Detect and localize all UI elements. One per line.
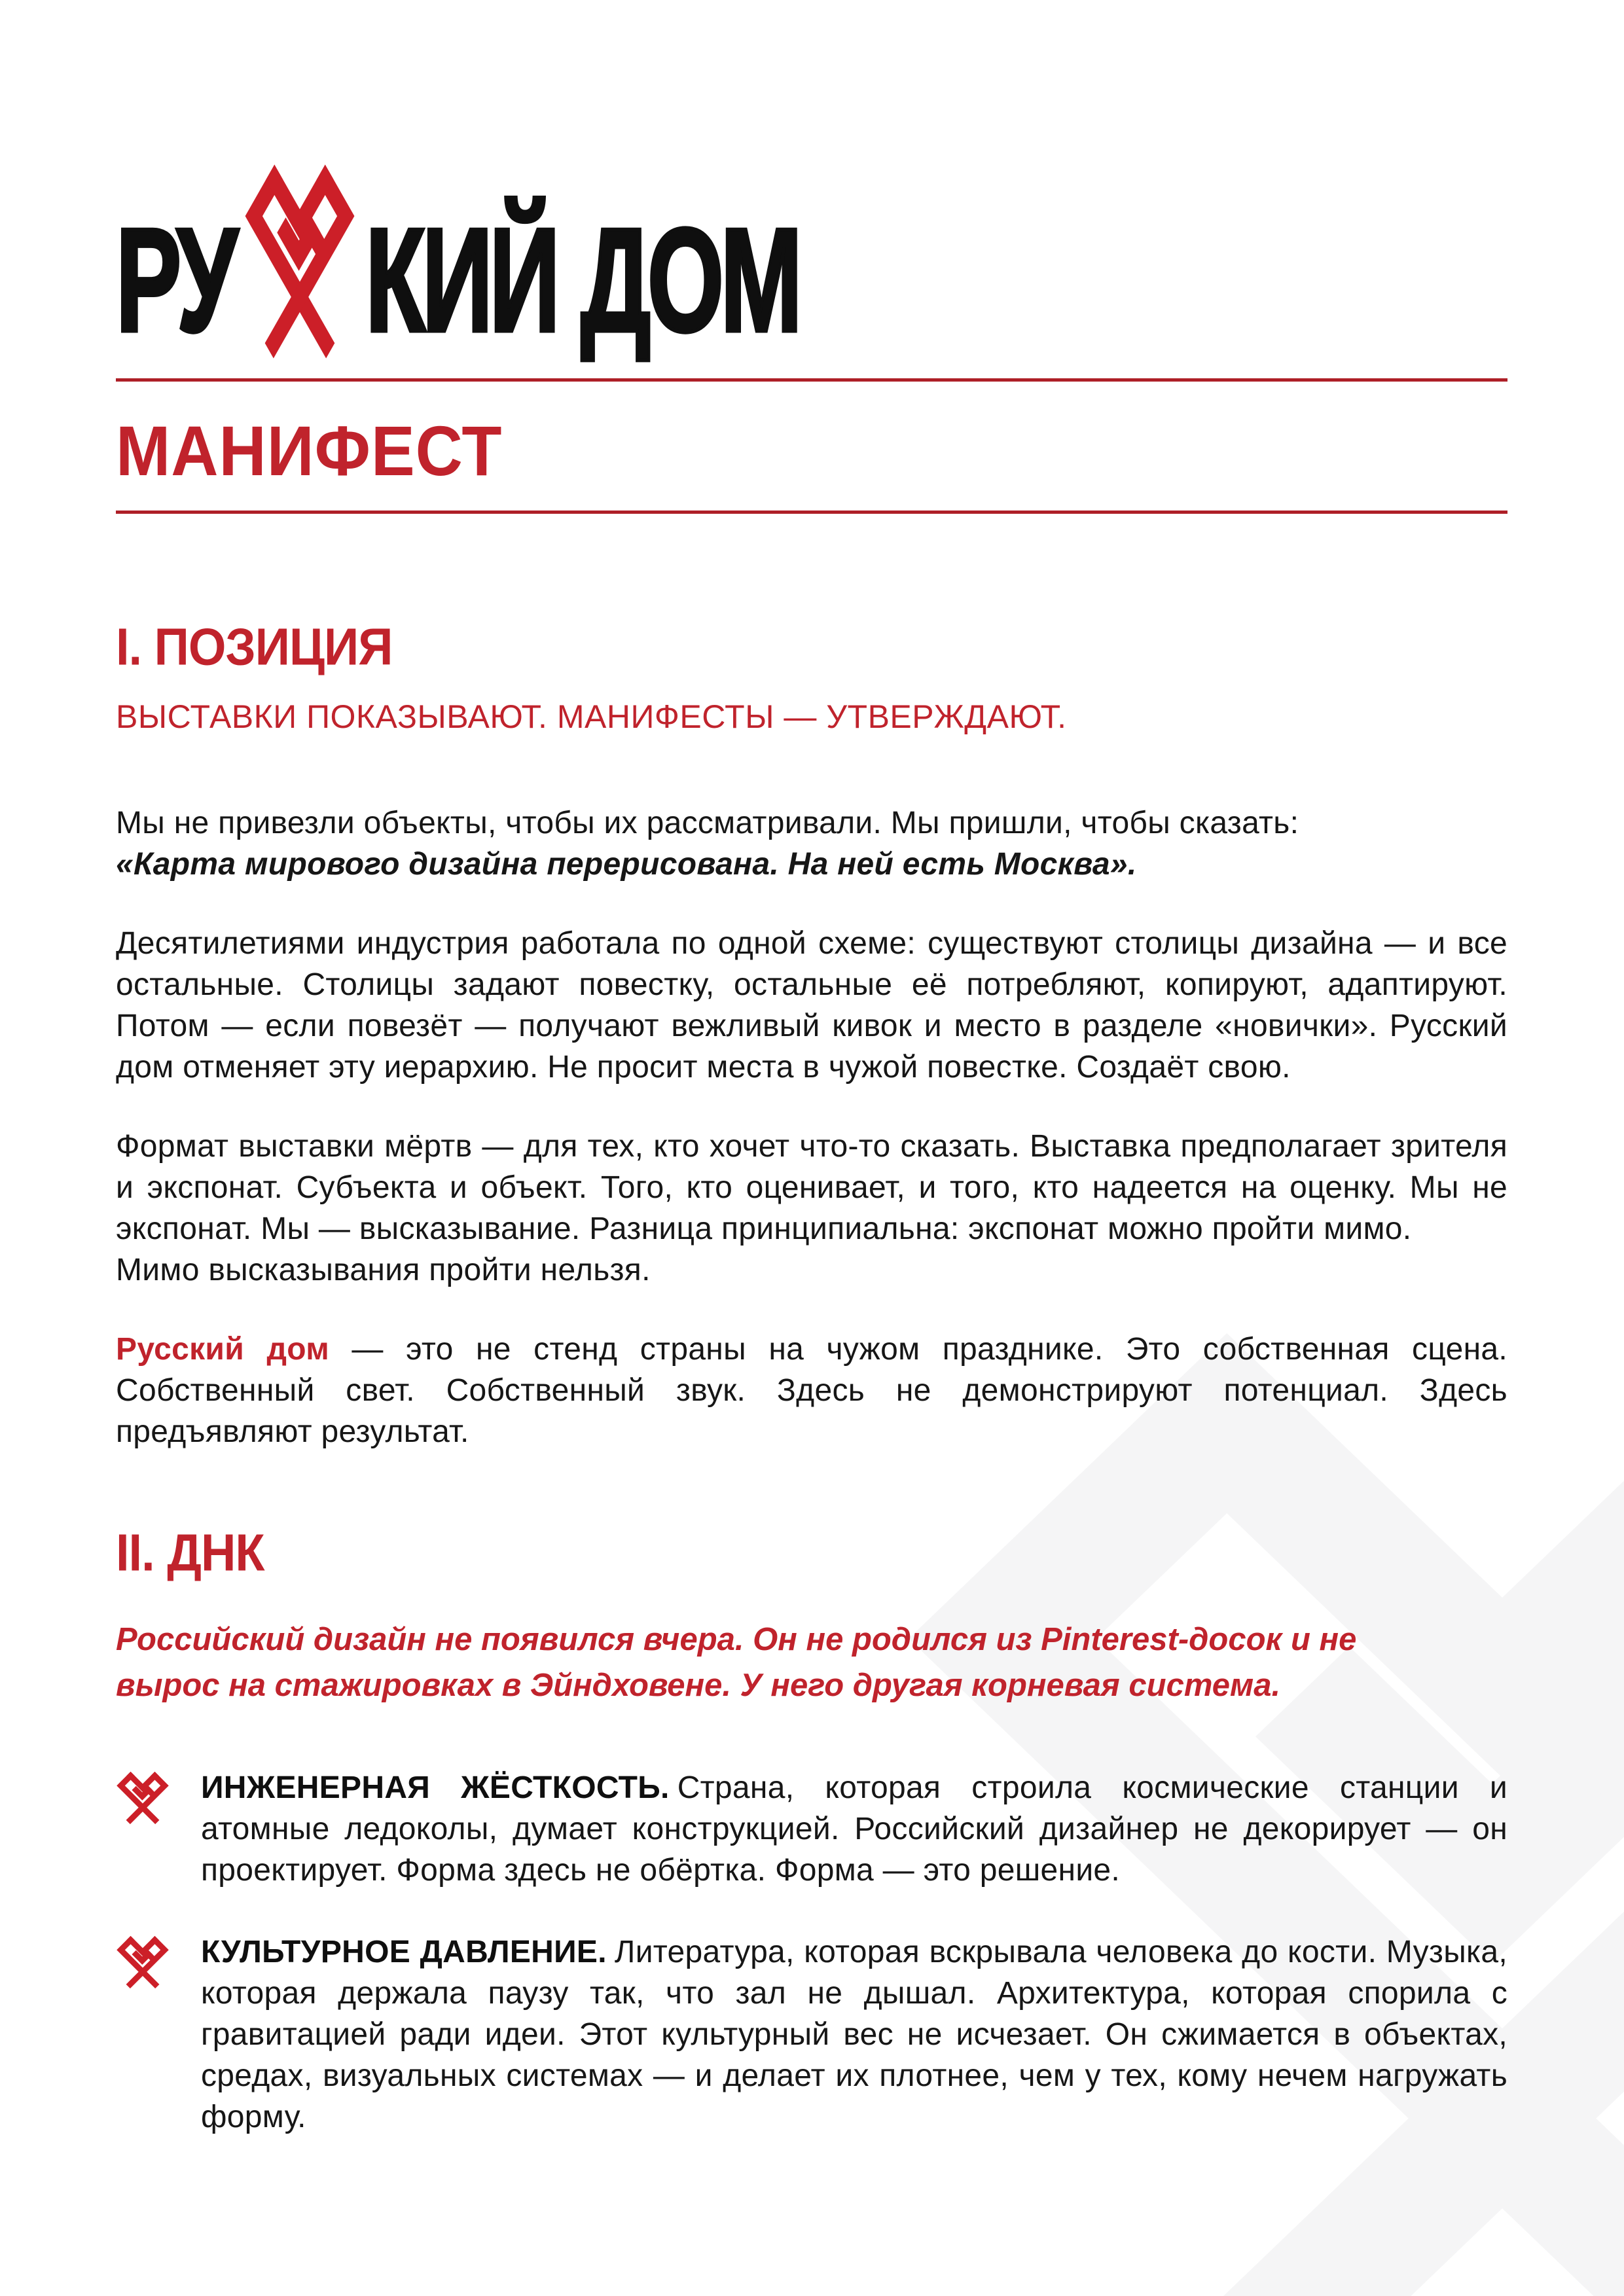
dna-bullet-culture-text: Литература, которая вскрывала человека до кости. Музыка, которая держала паузу так, что зал не дышал. Архитектура, которая спорила с гравитацией ради идеи. Этот культурный вес не исчезает. Он сжимается в объектах, средах, визуальных системах — и делает их плотнее, чем у тех, кому нечем нагружать форму.: [201, 1935, 1508, 2134]
paragraph-format-tail: Мимо высказывания пройти нельзя.: [116, 1253, 651, 1287]
paragraph-intro-text: Мы не привезли объекты, чтобы их рассматривали. Мы пришли, чтобы сказать:: [116, 806, 1299, 840]
dna-bullet-culture-title: КУЛЬТУРНОЕ ДАВЛЕНИЕ.: [201, 1935, 607, 1969]
position-kicker: ВЫСТАВКИ ПОКАЗЫВАЮТ. МАНИФЕСТЫ — УТВЕРЖДАЮТ.: [116, 698, 1067, 735]
paragraph-hierarchy: Десятилетиями индустрия работала по одной схеме: существуют столицы дизайна — и все остальные. Столицы задают повестку, остальные её потребляют, копируют, адаптируют. Потом — если повезёт — получают вежливый кивок и место в разделе «новички». Русский дом отменяет эту иерархию. Не просит места в чужой повестке. Создаёт свою.: [116, 926, 1507, 1085]
paragraph-format-main: Формат выставки мёртв — для тех, кто хочет что-то сказать. Выставка предполагает зрителя и экспонат. Субъекта и объект. Того, кто оценивает, и того, кто надеется на оценку. Мы не экспонат. Мы — высказывание. Разница принципиальна: экспонат можно пройти мимо.: [116, 1129, 1507, 1246]
paragraph-intro-quote: «Карта мирового дизайна перерисована. На ней есть Москва».: [116, 847, 1137, 882]
dna-bullet-engineering-title: ИНЖЕНЕРНАЯ ЖЁСТКОСТЬ.: [201, 1770, 670, 1805]
logo-knot-icon: [244, 162, 356, 361]
dna-bullet-engineering-paragraph: [201, 1767, 1507, 1891]
dna-bullet-engineering: [116, 1767, 1507, 1891]
document-title: [116, 412, 1507, 491]
paragraph-intro: [116, 802, 1507, 885]
brand-logo: [116, 193, 1507, 363]
dna-bullet-engineering-text: Страна, которая строила космические станции и атомные ледоколы, думает конструкцией. Российский дизайнер не декорирует — он проектирует. Форма здесь не обёртка. Форма — это решение.: [201, 1770, 1507, 1888]
section-heading-dna: [116, 1523, 1507, 1583]
dna-bullet-culture-paragraph: [201, 1931, 1507, 2138]
dna-bullet-culture: [116, 1931, 1507, 2138]
divider-rule-bottom: [116, 511, 1507, 514]
paragraph-russian-house-lead: Русский дом: [116, 1332, 330, 1367]
paragraph-russian-house: [116, 1329, 1507, 1452]
knot-bullet-icon: [116, 1934, 170, 1990]
content-column: [0, 193, 1624, 2138]
paragraph-russian-house-rest: — это не стенд страны на чужом празднике. Это собственная сцена. Собственный свет. Собственный звук. Здесь не демонстрируют потенциал. Здесь предъявляют результат.: [116, 1332, 1508, 1449]
section-heading-position-text: I. ПОЗИЦИЯ: [116, 617, 393, 676]
knot-bullet-icon: [116, 1770, 170, 1826]
logo-text-left: РУ: [116, 197, 235, 363]
document-title-text: МАНИФЕСТ: [116, 412, 503, 491]
section-heading-position: [116, 617, 1507, 677]
logo-text-right: КИЙ ДОМ: [365, 197, 799, 363]
paragraph-format: [116, 1126, 1507, 1291]
divider-rule-top: [116, 378, 1507, 382]
section-heading-dna-text: II. ДНК: [116, 1523, 264, 1582]
dna-kicker: Российский дизайн не появился вчера. Он не родился из Pinterest-досок и не вырос на стажировках в Эйндховене. У него другая корневая система.: [116, 1622, 1357, 1703]
